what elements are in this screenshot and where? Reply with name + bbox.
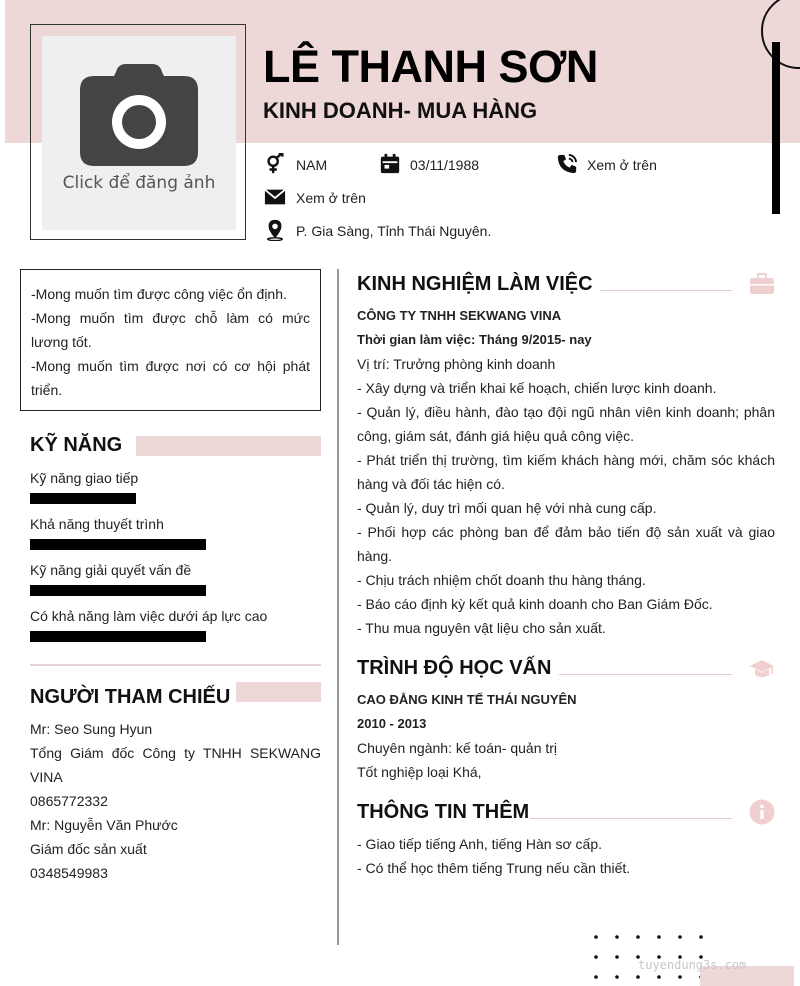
duty-item: - Phối hợp các phòng ban để đảm bảo tiến độ sản xuất và giao hàng. — [357, 524, 775, 564]
job-position: Vị trí: Trưởng phòng kinh doanh — [357, 356, 556, 372]
section-divider — [30, 664, 321, 666]
location-icon — [264, 219, 286, 241]
skills-title-bar — [136, 436, 321, 456]
graduation-cap-icon — [749, 656, 775, 682]
additional-info-line: - Có thể học thêm tiếng Trung nếu cần thiết. — [357, 860, 631, 876]
info-icon — [749, 799, 775, 825]
company-name: CÔNG TY TNHH SEKWANG VINA — [357, 308, 562, 323]
skills-title: KỸ NĂNG — [30, 434, 123, 456]
additional-info-line: - Giao tiếp tiếng Anh, tiếng Hàn sơ cấp. — [357, 836, 602, 852]
mail-icon — [264, 186, 286, 208]
major: Chuyên ngành: kế toán- quản trị — [357, 740, 558, 756]
address-value: P. Gia Sàng, Tỉnh Thái Nguyên. — [296, 223, 492, 239]
additional-info-body — [357, 832, 775, 880]
skill-level-bar — [30, 585, 206, 596]
experience-title: KINH NGHIỆM LÀM VIỆC — [357, 273, 593, 295]
job-title: KINH DOANH- MUA HÀNG — [263, 98, 538, 123]
gender-icon — [264, 153, 286, 175]
objective-line: -Mong muốn tìm được công việc ổn định. — [31, 286, 287, 302]
skill-level-bar — [30, 631, 206, 642]
birthdate-value: 03/11/1988 — [410, 157, 480, 173]
references-title: NGƯỜI THAM CHIẾU — [30, 686, 231, 708]
duty-item: - Quản lý, điều hành, đào tạo đội ngũ nhân viên kinh doanh; phân công, giám sát, đánh giá hiệu quả công việc. — [357, 404, 775, 444]
references-list — [30, 717, 321, 885]
reference-line: Mr: Nguyễn Văn Phước — [30, 817, 178, 833]
skill-label: Khả năng thuyết trình — [30, 516, 164, 532]
work-period: Thời gian làm việc: Tháng 9/2015- nay — [357, 332, 592, 347]
reference-line: Giám đốc sản xuất — [30, 841, 147, 857]
education-title-line — [559, 674, 732, 675]
gender-value: NAM — [296, 157, 328, 173]
skill-level-bar — [30, 539, 206, 550]
skill-level-bar — [30, 493, 136, 504]
skill-label: Có khả năng làm việc dưới áp lực cao — [30, 608, 268, 624]
watermark: tuyendung3s.com — [638, 958, 747, 972]
duty-item: - Xây dựng và triển khai kế hoạch, chiến lược kinh doanh. — [357, 380, 717, 396]
calendar-icon — [379, 153, 401, 175]
experience-title-line — [600, 290, 732, 291]
duty-item: - Phát triển thị trường, tìm kiếm khách hàng mới, chăm sóc khách hàng và đối tác hiện có. — [357, 452, 775, 492]
skill-label: Kỹ năng giải quyết vấn đề — [30, 562, 192, 578]
email-value: Xem ở trên — [296, 190, 366, 206]
reference-line: Tổng Giám đốc Công ty TNHH SEKWANG VINA — [30, 745, 321, 785]
study-years: 2010 - 2013 — [357, 716, 427, 731]
duty-item: - Thu mua nguyên vật liệu cho sản xuất. — [357, 620, 606, 636]
education-body — [357, 688, 775, 784]
photo-upload-label[interactable]: Click để đăng ảnh — [62, 173, 216, 193]
objective-line: -Mong muốn tìm được chỗ làm có mức lương tốt. — [31, 310, 310, 350]
additional-info-title: THÔNG TIN THÊM — [357, 801, 530, 823]
school-name: CAO ĐẲNG KINH TẾ THÁI NGUYÊN — [357, 692, 577, 707]
experience-body — [357, 304, 775, 640]
duty-item: - Chịu trách nhiệm chốt doanh thu hàng tháng. — [357, 572, 646, 588]
reference-line: 0865772332 — [30, 793, 108, 809]
decorative-vertical-bar — [772, 42, 780, 214]
career-objective-box — [20, 269, 321, 411]
duty-item: - Báo cáo định kỳ kết quả kinh doanh cho Ban Giám Đốc. — [357, 596, 713, 612]
reference-line: Mr: Seo Sung Hyun — [30, 721, 153, 737]
phone-icon — [556, 153, 578, 175]
camera-icon — [80, 64, 198, 166]
education-title: TRÌNH ĐỘ HỌC VẤN — [357, 657, 552, 679]
graduation-grade: Tốt nghiệp loại Khá, — [357, 764, 482, 780]
duty-item: - Quản lý, duy trì mối quan hệ với nhà cung cấp. — [357, 500, 657, 516]
additional-info-title-line — [530, 818, 732, 819]
references-title-bar — [236, 682, 321, 702]
column-divider — [337, 269, 339, 945]
reference-line: 0348549983 — [30, 865, 108, 881]
objective-line: -Mong muốn tìm được nơi có cơ hội phát triển. — [31, 358, 310, 398]
phone-value: Xem ở trên — [587, 157, 657, 173]
briefcase-icon — [749, 271, 775, 297]
skill-label: Kỹ năng giao tiếp — [30, 470, 139, 486]
candidate-name: LÊ THANH SƠN — [263, 41, 598, 92]
